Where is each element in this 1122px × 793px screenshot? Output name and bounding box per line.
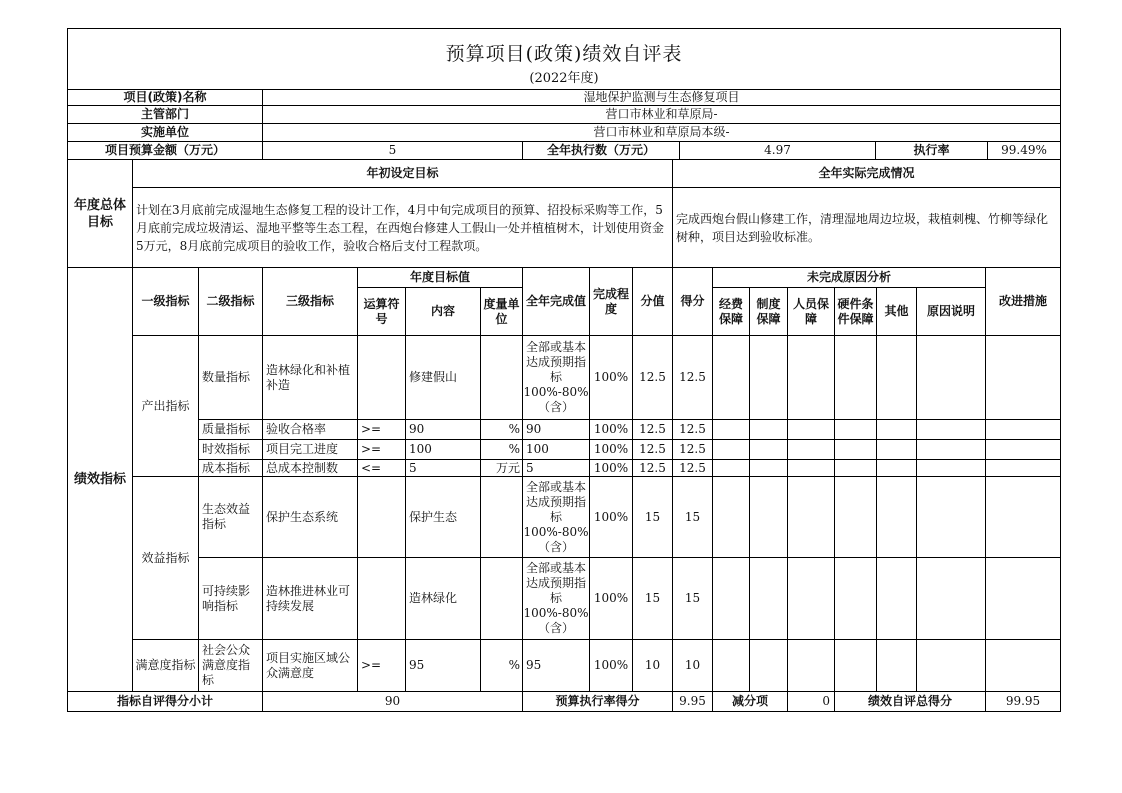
header-score-value: 分值 — [633, 268, 673, 336]
level3-cell: 项目实施区域公众满意度 — [263, 640, 358, 692]
blank-cell — [877, 558, 917, 640]
blank-cell — [750, 558, 788, 640]
unit-cell: % — [481, 640, 523, 692]
op-cell — [358, 558, 406, 640]
header-improve: 改进措施 — [986, 268, 1060, 336]
blank-cell — [750, 440, 788, 460]
actual-goal-text: 完成西炮台假山修建工作，清理湿地周边垃圾，栽植刺槐、竹柳等绿化树种，项目达到验收标准。 — [673, 188, 1060, 268]
blank-cell — [835, 558, 877, 640]
rate-value: 99.49% — [988, 142, 1060, 160]
project-name-label: 项目(政策)名称 — [68, 89, 263, 106]
header-r3: 人员保障 — [788, 288, 835, 336]
header-content: 内容 — [406, 288, 481, 336]
blank-cell — [713, 420, 750, 440]
header-level1: 一级指标 — [133, 268, 199, 336]
blank-cell — [877, 420, 917, 440]
blank-cell — [713, 477, 750, 558]
header-degree: 完成程度 — [590, 268, 633, 336]
blank-cell — [877, 477, 917, 558]
exec-value: 4.97 — [680, 142, 876, 160]
blank-cell — [835, 420, 877, 440]
op-cell — [358, 477, 406, 558]
score-cell: 12.5 — [673, 460, 713, 477]
content-cell: 100 — [406, 440, 481, 460]
project-name-value: 湿地保护监测与生态修复项目 — [263, 89, 1060, 106]
initial-goal-label: 年初设定目标 — [133, 160, 673, 188]
score-cell: 10 — [673, 640, 713, 692]
blank-cell — [835, 336, 877, 420]
evaluation-sheet — [67, 28, 1061, 712]
blank-cell — [788, 640, 835, 692]
full-year-cell: 100 — [523, 440, 590, 460]
blank-cell — [835, 460, 877, 477]
content-cell: 5 — [406, 460, 481, 477]
score-value-cell: 12.5 — [633, 460, 673, 477]
year-subtitle: (2022年度) — [529, 71, 599, 86]
header-reasons: 未完成原因分析 — [713, 268, 986, 288]
content-cell: 90 — [406, 420, 481, 440]
level3-cell: 验收合格率 — [263, 420, 358, 440]
header-r5: 其他 — [877, 288, 917, 336]
degree-cell: 100% — [590, 558, 633, 640]
score-cell: 12.5 — [673, 440, 713, 460]
header-op: 运算符号 — [358, 288, 406, 336]
annual-goal-label: 年度总体目标 — [68, 160, 133, 268]
total-label: 绩效自评总得分 — [835, 692, 986, 711]
level3-cell: 保护生态系统 — [263, 477, 358, 558]
initial-goal-text: 计划在3月底前完成湿地生态修复工程的设计工作，4月中旬完成项目的预算、招投标采购等工作，5月底前完成垃圾清运、湿地平整等生态工程，在西炮台修建人工假山一处并植植树木，计划使用资金5万元，8月底前完成项目的验收工作，验收合格后支付工程款项。 — [133, 188, 673, 268]
blank-cell — [835, 440, 877, 460]
page-title: 预算项目(政策)绩效自评表 — [445, 43, 683, 65]
blank-cell — [788, 477, 835, 558]
level2-cell: 时效指标 — [199, 440, 263, 460]
header-r2: 制度保障 — [750, 288, 788, 336]
unit-cell: % — [481, 440, 523, 460]
score-value-cell: 12.5 — [633, 420, 673, 440]
blank-cell — [986, 440, 1060, 460]
full-year-cell: 5 — [523, 460, 590, 477]
blank-cell — [835, 640, 877, 692]
blank-cell — [877, 440, 917, 460]
blank-cell — [713, 336, 750, 420]
blank-cell — [917, 440, 986, 460]
blank-cell — [788, 460, 835, 477]
content-cell: 95 — [406, 640, 481, 692]
degree-cell: 100% — [590, 640, 633, 692]
blank-cell — [986, 336, 1060, 420]
header-unit: 度量单位 — [481, 288, 523, 336]
score-cell: 15 — [673, 477, 713, 558]
op-cell: >= — [358, 640, 406, 692]
budget-label: 项目预算金额（万元） — [68, 142, 263, 160]
header-annual-target: 年度目标值 — [358, 268, 523, 288]
unit-cell — [481, 558, 523, 640]
unit-value: 营口市林业和草原局本级- — [263, 124, 1060, 142]
score-value-cell: 10 — [633, 640, 673, 692]
content-cell: 修建假山 — [406, 336, 481, 420]
score-value-cell: 12.5 — [633, 336, 673, 420]
blank-cell — [750, 460, 788, 477]
blank-cell — [713, 640, 750, 692]
group-output: 产出指标 — [133, 336, 199, 477]
blank-cell — [877, 336, 917, 420]
unit-cell: % — [481, 420, 523, 440]
full-year-cell: 全部或基本达成预期指标100%-80%（含） — [523, 558, 590, 640]
exec-label: 全年执行数（万元） — [523, 142, 680, 160]
unit-cell — [481, 336, 523, 420]
subtotal-label: 指标自评得分小计 — [68, 692, 263, 711]
blank-cell — [788, 440, 835, 460]
group-satisfaction: 满意度指标 — [133, 640, 199, 692]
score-cell: 15 — [673, 558, 713, 640]
blank-cell — [788, 558, 835, 640]
level2-cell: 成本指标 — [199, 460, 263, 477]
group-benefit: 效益指标 — [133, 477, 199, 640]
blank-cell — [917, 420, 986, 440]
rate-label: 执行率 — [876, 142, 988, 160]
level3-cell: 总成本控制数 — [263, 460, 358, 477]
total-value: 99.95 — [1005, 694, 1041, 708]
level2-cell: 数量指标 — [199, 336, 263, 420]
blank-cell — [986, 640, 1060, 692]
content-cell: 造林绿化 — [406, 558, 481, 640]
header-score: 得分 — [673, 268, 713, 336]
degree-cell: 100% — [590, 420, 633, 440]
header-r4: 硬件条件保障 — [835, 288, 877, 336]
score-value-cell: 15 — [633, 477, 673, 558]
score-value-cell: 12.5 — [633, 440, 673, 460]
score-value-cell: 15 — [633, 558, 673, 640]
op-cell: >= — [358, 440, 406, 460]
score-cell: 12.5 — [673, 420, 713, 440]
full-year-cell: 全部或基本达成预期指标100%-80%（含） — [523, 336, 590, 420]
budget-value: 5 — [263, 142, 523, 160]
blank-cell — [750, 420, 788, 440]
header-full-year: 全年完成值 — [523, 268, 590, 336]
blank-cell — [986, 460, 1060, 477]
header-r6: 原因说明 — [917, 288, 986, 336]
blank-cell — [917, 336, 986, 420]
blank-cell — [877, 460, 917, 477]
op-cell: >= — [358, 420, 406, 440]
subtotal-value: 90 — [263, 692, 523, 711]
budget-score-label: 预算执行率得分 — [523, 692, 673, 711]
blank-cell — [877, 640, 917, 692]
blank-cell — [986, 420, 1060, 440]
blank-cell — [917, 558, 986, 640]
unit-cell: 万元 — [481, 460, 523, 477]
actual-goal-label: 全年实际完成情况 — [673, 160, 1060, 188]
perf-label: 绩效指标 — [68, 268, 133, 692]
deduct-label: 减分项 — [713, 692, 788, 711]
blank-cell — [788, 336, 835, 420]
blank-cell — [917, 460, 986, 477]
blank-cell — [750, 640, 788, 692]
blank-cell — [835, 477, 877, 558]
blank-cell — [750, 477, 788, 558]
unit-cell — [481, 477, 523, 558]
degree-cell: 100% — [590, 440, 633, 460]
level2-cell: 社会公众满意度指标 — [199, 640, 263, 692]
full-year-cell: 90 — [523, 420, 590, 440]
blank-cell — [788, 420, 835, 440]
level2-cell: 生态效益指标 — [199, 477, 263, 558]
full-year-cell: 95 — [523, 640, 590, 692]
degree-cell: 100% — [590, 336, 633, 420]
level3-cell: 造林绿化和补植补造 — [263, 336, 358, 420]
content-cell: 保护生态 — [406, 477, 481, 558]
budget-score-value: 9.95 — [673, 692, 713, 711]
unit-label: 实施单位 — [68, 124, 263, 142]
blank-cell — [917, 477, 986, 558]
dept-value: 营口市林业和草原局- — [263, 106, 1060, 124]
blank-cell — [917, 640, 986, 692]
level3-cell: 造林推进林业可持续发展 — [263, 558, 358, 640]
header-r1: 经费保障 — [713, 288, 750, 336]
blank-cell — [986, 477, 1060, 558]
op-cell: <= — [358, 460, 406, 477]
blank-cell — [750, 336, 788, 420]
blank-cell — [713, 440, 750, 460]
full-year-cell: 全部或基本达成预期指标100%-80%（含） — [523, 477, 590, 558]
blank-cell — [713, 558, 750, 640]
degree-cell: 100% — [590, 460, 633, 477]
header-level3: 三级指标 — [263, 268, 358, 336]
level2-cell: 质量指标 — [199, 420, 263, 440]
level2-cell: 可持续影响指标 — [199, 558, 263, 640]
level3-cell: 项目完工进度 — [263, 440, 358, 460]
op-cell — [358, 336, 406, 420]
header-level2: 二级指标 — [199, 268, 263, 336]
degree-cell: 100% — [590, 477, 633, 558]
blank-cell — [713, 460, 750, 477]
dept-label: 主管部门 — [68, 106, 263, 124]
deduct-value: 0 — [788, 692, 835, 711]
score-cell: 12.5 — [673, 336, 713, 420]
blank-cell — [986, 558, 1060, 640]
